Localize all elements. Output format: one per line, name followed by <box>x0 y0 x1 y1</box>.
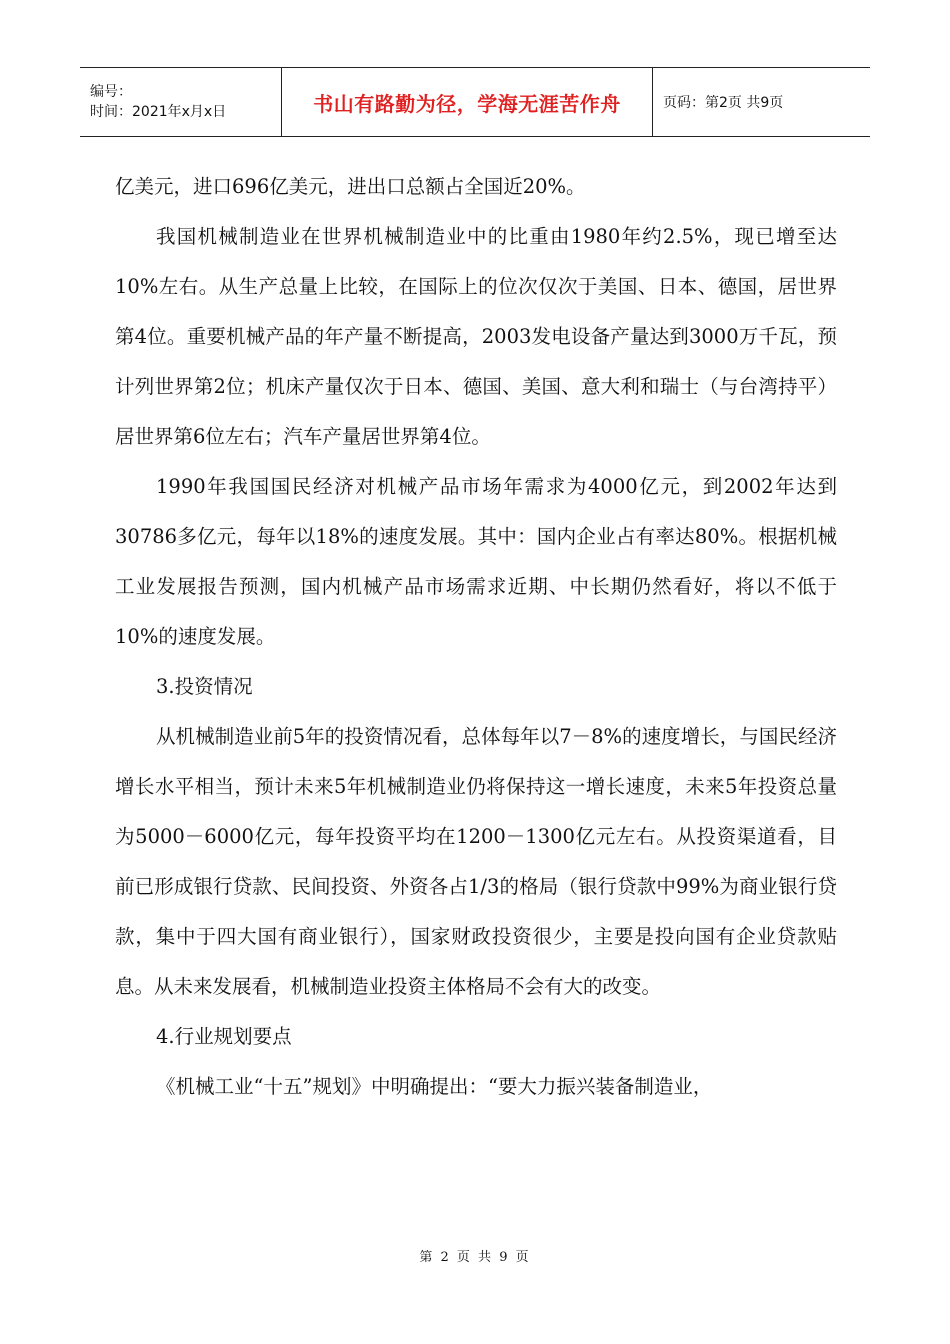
motto-text: 书山有路勤为径，学海无涯苦作舟 <box>313 91 621 116</box>
paragraph-market-demand: 1990年我国国民经济对机械产品市场年需求为4000亿元，到2002年达到30786多亿元，每年以18%的速度发展。其中：国内企业占有率达80%。根据机械工业发展报告预测，国内机械产品市场需求近期、中长期仍然看好，将以不低于10%的速度发展。 <box>115 475 837 648</box>
page-footer: 第 2 页 共 9 页 <box>419 1250 531 1265</box>
paragraph-continued: 亿美元，进口696亿美元，进出口总额占全国近20%。 <box>115 175 586 198</box>
paragraph-investment: 从机械制造业前5年的投资情况看，总体每年以7－8%的速度增长，与国民经济增长水平相当，预计未来5年机械制造业仍将保持这一增长速度，未来5年投资总量为5000－6000亿元，每年投资平均在1200－1300亿元左右。从投资渠道看，目前已形成银行贷款、民间投资、外资各占1/3的格局（银行贷款中99%为商业银行贷款，集中于四大国有商业银行），国家财政投资很少，主要是投向国有企业贷款贴息。从未来发展看，机械制造业投资主体格局不会有大的改变。 <box>115 725 837 998</box>
doc-time-label: 时间：2021年x月x日 <box>90 104 227 120</box>
doc-number-label: 编号： <box>90 84 132 100</box>
section-heading-planning: 4.行业规划要点 <box>156 1025 292 1048</box>
document-body <box>115 162 837 1112</box>
paragraph-planning: 《机械工业“十五”规划》中明确提出：“要大力振兴装备制造业， <box>156 1075 713 1098</box>
header-table <box>80 67 870 137</box>
section-heading-investment: 3.投资情况 <box>156 675 253 698</box>
header-page-info <box>653 68 870 136</box>
header-motto <box>282 68 653 136</box>
paragraph-world-share: 我国机械制造业在世界机械制造业中的比重由1980年约2.5%，现已增至达10%左右。从生产总量上比较，在国际上的位次仅次于美国、日本、德国，居世界第4位。重要机械产品的年产量不断提高，2003发电设备产量达到3000万千瓦，预计列世界第2位；机床产量仅次于日本、德国、美国、意大利和瑞士（与台湾持平）居世界第6位左右；汽车产量居世界第4位。 <box>115 225 837 448</box>
page-number-label: 页码：第2页 共9页 <box>663 95 784 111</box>
header-meta <box>80 68 282 136</box>
